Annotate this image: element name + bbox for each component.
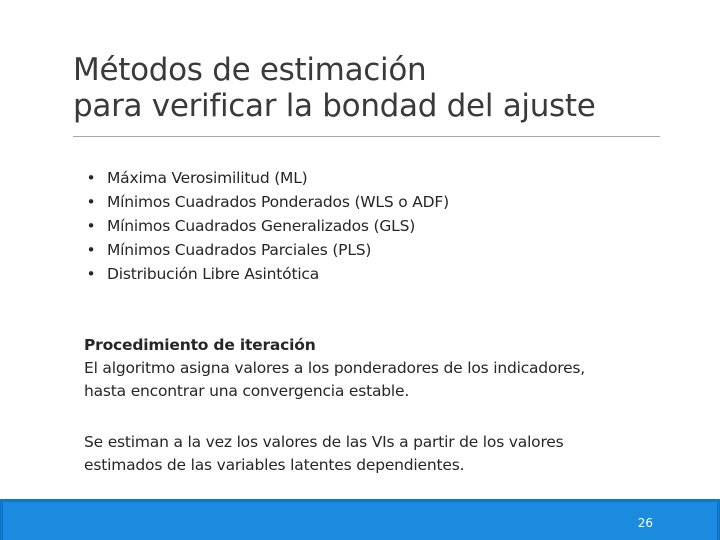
- bullet-icon: •: [86, 193, 96, 211]
- list-item: [83, 214, 449, 238]
- footer-panel: [3, 502, 717, 540]
- bullet-icon: •: [86, 265, 96, 283]
- estimation-methods-list: [83, 166, 449, 286]
- procedure-section: [84, 334, 585, 403]
- list-item: [83, 166, 449, 190]
- list-item-text: Máxima Verosimilitud (ML): [107, 169, 308, 187]
- list-item: [83, 262, 449, 286]
- bullet-icon: •: [86, 217, 96, 235]
- title-line-2: para verificar la bondad del ajuste: [73, 88, 596, 124]
- footer-bar: [0, 499, 720, 540]
- slide-title: [73, 52, 596, 124]
- estimation-paragraph: [84, 431, 564, 477]
- procedure-text-line: hasta encontrar una convergencia estable.: [84, 382, 410, 400]
- title-line-1: Métodos de estimación: [73, 52, 427, 88]
- list-item: [83, 190, 449, 214]
- bullet-icon: •: [86, 169, 96, 187]
- list-item: [83, 238, 449, 262]
- procedure-text-line: El algoritmo asigna valores a los ponderadores de los indicadores,: [84, 359, 586, 377]
- estimation-text-line: estimados de las variables latentes dependientes.: [84, 456, 465, 474]
- title-divider: [73, 136, 660, 137]
- list-item-text: Distribución Libre Asintótica: [107, 265, 320, 283]
- list-item-text: Mínimos Cuadrados Ponderados (WLS o ADF): [107, 193, 449, 211]
- procedure-heading: Procedimiento de iteración: [84, 336, 316, 354]
- list-item-text: Mínimos Cuadrados Generalizados (GLS): [107, 217, 416, 235]
- bullet-icon: •: [86, 241, 96, 259]
- estimation-text-line: Se estiman a la vez los valores de las VIs a partir de los valores: [84, 433, 564, 451]
- page-number: 26: [637, 516, 653, 530]
- list-item-text: Mínimos Cuadrados Parciales (PLS): [107, 241, 372, 259]
